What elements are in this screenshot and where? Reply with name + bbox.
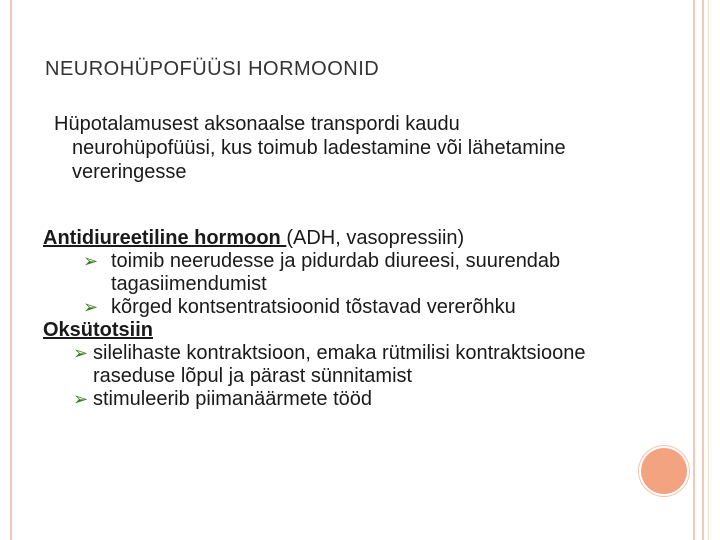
bullet-text: toimib neerudesse ja pidurdab diureesi, suurendab tagasiimendumist [111,250,561,295]
term-adh-note: (ADH, vasopressiin) [286,227,465,249]
bullet-item [43,388,663,411]
section-heading-adh [43,227,663,250]
term-oxytocin: Oksütotsiin [43,319,154,341]
left-frame-line [10,0,12,540]
right-frame-line-inner [702,0,704,540]
section-heading-oxytocin [43,319,663,342]
arrow-bullet-icon: ➢ [83,251,99,271]
term-adh: Antidiureetiline hormoon [43,227,287,249]
arrow-bullet-icon: ➢ [73,389,89,409]
bullet-text: kõrged kontsentratsioonid tõstavad vererõhku [111,296,516,318]
arrow-bullet-icon: ➢ [83,297,99,317]
arrow-bullet-icon: ➢ [73,343,89,363]
right-frame-line [693,0,695,540]
bullet-text: silelihaste kontraktsioon, emaka rütmilisi kontraktsioone raseduse lõpul ja pärast sünnitamist [93,342,586,387]
bullet-item [43,296,663,319]
bullet-item [43,250,663,296]
bullet-text: stimuleerib piimanäärmete tööd [93,388,373,410]
slide-body [43,227,663,411]
intro-text: Hüpotalamusest aksonaalse transpordi kaudu neurohüpofüüsi, kus toimub ladestamine või lähetamine vereringesse [54,113,566,183]
right-frame-line-thin [708,0,709,540]
decorative-circle [641,448,687,494]
bullet-item [43,342,663,388]
slide-title: NEUROHÜPOFÜÜSI HORMOONID [45,58,380,80]
